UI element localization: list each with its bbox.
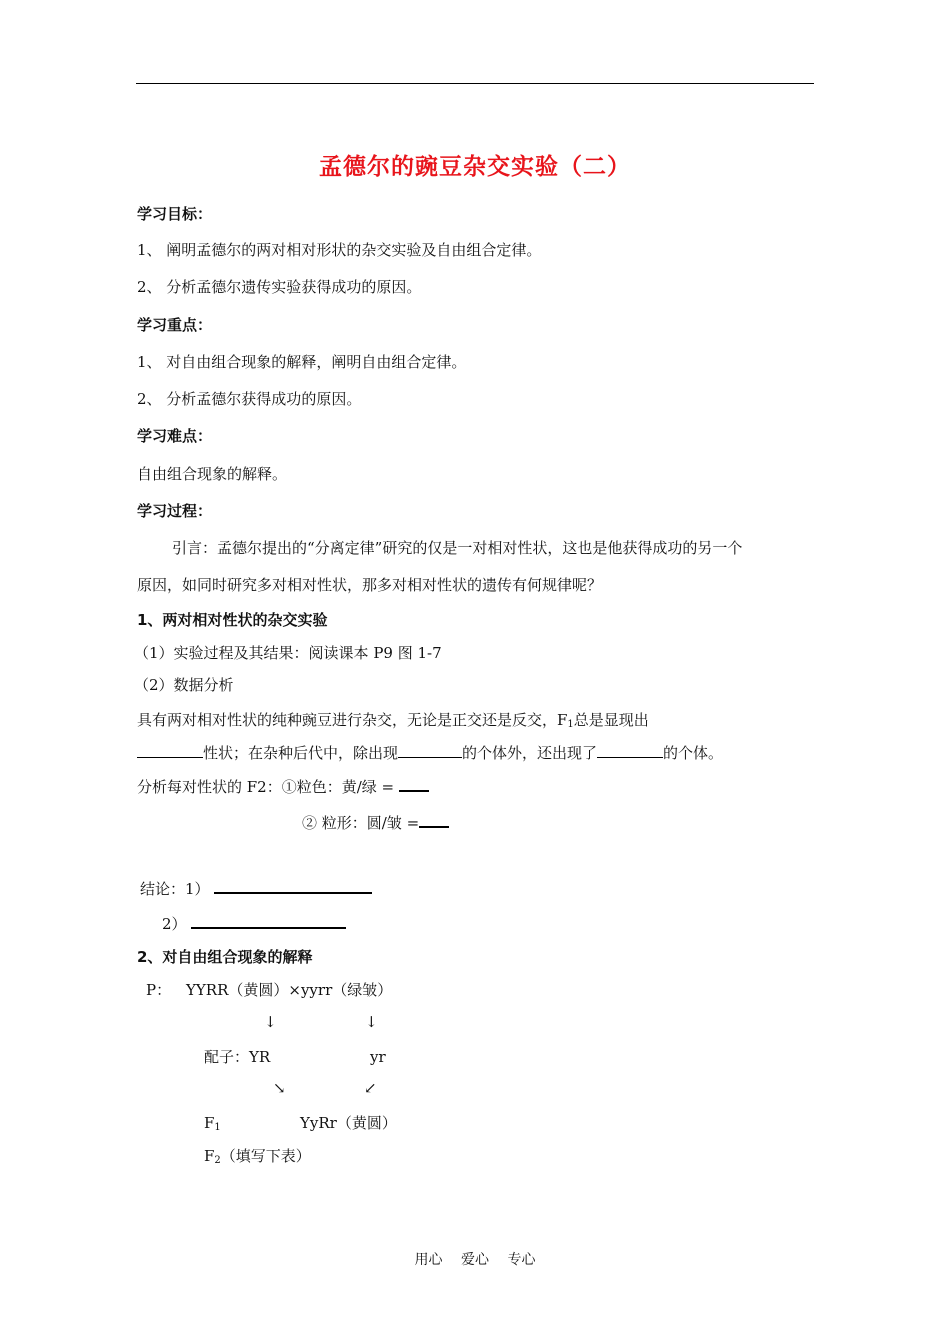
analysis-paragraph-line1 <box>137 710 649 735</box>
analysis-color-row <box>137 776 429 797</box>
difficulties-heading: 学习难点： <box>137 427 213 445</box>
para2-text-a: 性状；在杂种后代中，除出现 <box>203 744 399 762</box>
page-footer: 用心 爱心 专心 <box>414 1252 536 1268</box>
conclusion-row-1 <box>140 878 372 899</box>
arrow-diag-right: ↘ <box>273 1079 286 1097</box>
goal-item-2: 2、 分析孟德尔遗传实验获得成功的原因。 <box>137 278 422 296</box>
goal-item-1: 1、 阐明孟德尔的两对相对形状的杂交实验及自由组合定律。 <box>137 241 542 259</box>
f1-letter: F <box>204 1114 215 1132</box>
conclusion-2-label: 2） <box>162 915 187 933</box>
gamete-right: yr <box>370 1048 386 1066</box>
fill-blank-shape-ratio[interactable] <box>419 812 449 828</box>
section2-heading: 2、对自由组合现象的解释 <box>137 948 313 966</box>
process-heading: 学习过程： <box>137 502 213 520</box>
f2-text: （填写下表） <box>220 1147 311 1165</box>
keypoint-item-1: 1、 对自由组合现象的解释，阐明自由组合定律。 <box>137 353 467 371</box>
fill-blank-conclusion-2[interactable] <box>191 913 346 929</box>
para-subscript: 1 <box>567 719 574 730</box>
p-cross: YYRR（黄圆）×yyrr（绿皱） <box>186 981 393 999</box>
keypoint-item-2: 2、 分析孟德尔获得成功的原因。 <box>137 390 362 408</box>
section1-sub2: （2）数据分析 <box>134 676 234 694</box>
section1-heading: 1、两对相对性状的杂交实验 <box>137 611 328 629</box>
para2-text-c: 的个体。 <box>663 744 724 762</box>
analysis-color-text: 分析每对性状的 F2：①粒色：黄/绿 = <box>137 778 395 796</box>
f2-letter: F <box>204 1147 215 1165</box>
goals-heading: 学习目标： <box>137 205 213 223</box>
keypoints-heading: 学习重点： <box>137 316 213 334</box>
f1-subscript: 1 <box>214 1122 221 1133</box>
f2-subscript: 2 <box>214 1155 221 1166</box>
difficulties-text: 自由组合现象的解释。 <box>137 465 288 483</box>
fill-blank-conclusion-1[interactable] <box>214 878 372 894</box>
section1-sub1: （1）实验过程及其结果：阅读课本 P9 图 1-7 <box>134 644 442 662</box>
f1-label <box>204 1113 221 1138</box>
f1-genotype: YyRr（黄圆） <box>300 1114 397 1132</box>
fill-blank-2[interactable] <box>398 743 462 758</box>
arrow-down-left: ↓ <box>264 1013 277 1031</box>
analysis-shape-row <box>302 812 449 833</box>
fill-blank-color-ratio[interactable] <box>399 776 429 792</box>
analysis-paragraph-line2 <box>137 743 723 763</box>
conclusion-row-2 <box>162 913 346 934</box>
conclusion-label: 结论：1） <box>140 880 210 898</box>
page-title: 孟德尔的豌豆杂交实验（二） <box>319 154 631 180</box>
header-rule <box>136 83 814 84</box>
analysis-shape-text: ② 粒形：圆/皱 = <box>302 814 420 832</box>
gamete-label: 配子：YR <box>204 1048 271 1066</box>
intro-line-2: 原因，如同时研究多对相对性状，那多对相对性状的遗传有何规律呢？ <box>137 576 603 594</box>
fill-blank-1[interactable] <box>137 743 203 758</box>
para-text-a: 具有两对相对性状的纯种豌豆进行杂交，无论是正交还是反交，F <box>137 711 568 729</box>
f2-label <box>204 1146 311 1171</box>
para2-text-b: 的个体外，还出现了 <box>462 744 598 762</box>
arrow-down-right: ↓ <box>365 1013 378 1031</box>
fill-blank-3[interactable] <box>597 743 663 758</box>
para-text-b: 总是显现出 <box>573 711 649 729</box>
p-label: P： <box>146 981 172 999</box>
intro-line-1: 引言：孟德尔提出的“分离定律”研究的仅是一对相对性状，这也是他获得成功的另一个 <box>172 539 743 557</box>
arrow-diag-left: ↙ <box>364 1079 377 1097</box>
